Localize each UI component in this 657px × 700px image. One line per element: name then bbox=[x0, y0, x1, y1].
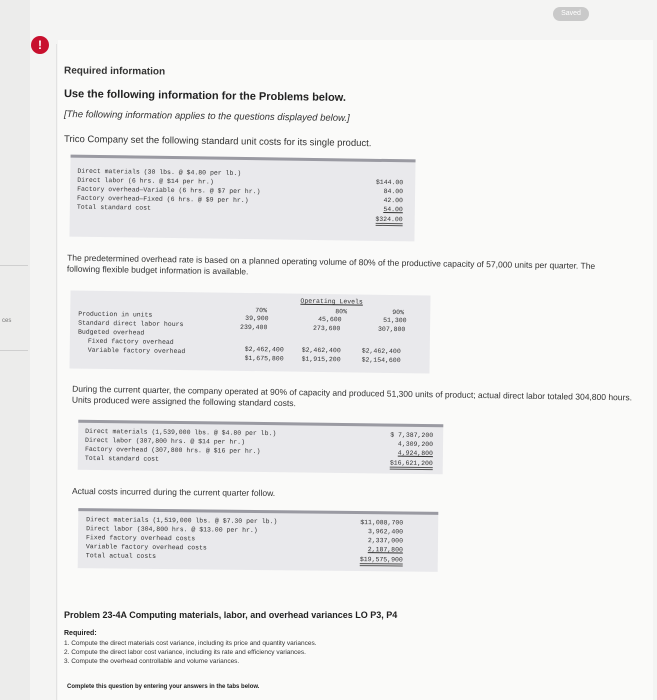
table-cell-value: 51,300 bbox=[383, 316, 407, 325]
table-cell-total: $324.00 bbox=[375, 216, 402, 226]
table-row-label: Variable factory overhead bbox=[87, 346, 186, 356]
table-cell-value: $144.00 bbox=[375, 178, 404, 187]
table-row-label: Factory overhead—Fixed (6 hrs. @ $9 per hr.) bbox=[76, 194, 249, 205]
table-cell-value: 273,600 bbox=[313, 324, 341, 333]
table-cell-value: 2,187,800 bbox=[367, 546, 403, 554]
sidebar-label: ces bbox=[2, 318, 12, 324]
table-row-label: Total actual costs bbox=[85, 552, 157, 560]
applies-note: [The following information applies to the questions displayed below.] bbox=[63, 109, 350, 124]
table-row-label: Factory overhead—Variable (6 hrs. @ $7 per hr.) bbox=[77, 185, 261, 196]
table-cell-value: $2,154,600 bbox=[361, 356, 401, 365]
requirement-item: 1. Compute the direct materials cost variance, including its price and quantity variances. bbox=[64, 640, 317, 647]
table-row-label: Direct materials (30 lbs. @ $4.80 per lb.) bbox=[77, 167, 242, 177]
problem-title: Problem 23-4A Computing materials, labor, and overhead variances LO P3, P4 bbox=[64, 610, 398, 620]
table-cell-value: 39,900 bbox=[245, 314, 269, 323]
assigned-costs-table bbox=[78, 420, 444, 474]
level-header: 70% bbox=[255, 307, 268, 315]
table-cell-value: $2,462,400 bbox=[361, 347, 401, 356]
table-cell-value: $11,088,700 bbox=[360, 519, 404, 527]
level-header: 80% bbox=[335, 308, 348, 316]
actual-costs-text: Actual costs incurred during the current quarter follow. bbox=[71, 485, 276, 499]
sidebar-divider bbox=[0, 350, 28, 351]
actual-costs-table bbox=[78, 508, 439, 572]
requirement-item: 3. Compute the overhead controllable and volume variances. bbox=[64, 658, 240, 665]
table-row-label: Total standard cost bbox=[84, 454, 160, 463]
intro-text: Trico Company set the following standard unit costs for its single product. bbox=[63, 133, 372, 150]
table-cell-value: 42.00 bbox=[383, 196, 404, 205]
table-row-label: Total standard cost bbox=[76, 203, 152, 212]
table-cell-value: $1,915,200 bbox=[301, 355, 341, 364]
table-cell-value: 45,600 bbox=[318, 315, 342, 324]
table-row-label: Standard direct labor hours bbox=[78, 319, 184, 329]
required-information-heading: Required information bbox=[63, 65, 166, 78]
table-row-label: Direct labor (307,800 hrs. @ $14 per hr.) bbox=[85, 436, 246, 446]
table-cell-value: 54.00 bbox=[383, 205, 403, 214]
required-label: Required: bbox=[64, 630, 97, 637]
table-cell-value: 4,309,200 bbox=[397, 440, 434, 449]
table-row-label: Direct labor (6 hrs. @ $14 per hr.) bbox=[77, 176, 214, 186]
table-cell-value: 4,924,800 bbox=[397, 449, 433, 458]
table-cell-value: 84.00 bbox=[383, 187, 404, 196]
table-row-label: Direct materials (1,539,000 lbs. @ $4.80 per lb.) bbox=[85, 427, 277, 438]
table-row-label: Budgeted overhead bbox=[77, 328, 145, 337]
table-cell-total: $16,621,200 bbox=[390, 460, 433, 471]
table-cell-value: 307,800 bbox=[378, 325, 406, 334]
table-cell-value: $ 7,387,200 bbox=[390, 431, 434, 440]
requirement-item: 2. Compute the direct labor cost variance, including its rate and efficiency variances. bbox=[64, 649, 306, 656]
alert-icon: ! bbox=[31, 36, 49, 54]
current-quarter-text: During the current quarter, the company operated at 90% of capacity and produced 51,300 units of product; actual direct labor totaled 304,800 hours. Units produced were assigned the following standard costs. bbox=[71, 383, 633, 409]
table-cell-value: 3,962,400 bbox=[367, 528, 404, 536]
saved-status-badge: Saved bbox=[553, 7, 589, 21]
table-row-label: Variable factory overhead costs bbox=[85, 543, 207, 552]
table-row-label: Fixed factory overhead costs bbox=[85, 534, 196, 543]
vertical-divider bbox=[56, 44, 57, 700]
table-cell-value: $1,675,800 bbox=[244, 354, 284, 363]
level-header: 90% bbox=[392, 308, 405, 317]
table-row-label: Production in units bbox=[78, 310, 153, 319]
sidebar-divider bbox=[0, 265, 28, 266]
table-cell-value: 2,337,000 bbox=[367, 537, 404, 545]
table-row-label: Direct materials (1,519,000 lbs. @ $7.30 per lb.) bbox=[86, 516, 278, 526]
flexible-budget-table bbox=[69, 290, 430, 373]
instructions-heading: Use the following information for the Problems below. bbox=[63, 88, 347, 104]
table-cell-value: $2,462,400 bbox=[301, 346, 341, 355]
table-cell-value: $2,462,400 bbox=[244, 345, 284, 354]
table-row-label: Factory overhead (307,800 hrs. @ $16 per hr.) bbox=[84, 445, 261, 455]
table-cell-value: 239,400 bbox=[240, 323, 268, 332]
standard-costs-table bbox=[69, 155, 415, 242]
table-row-label: Fixed factory overhead bbox=[87, 337, 174, 346]
complete-instructions: Complete this question by entering your answers in the tabs below. bbox=[67, 684, 260, 690]
table-cell-total: $19,575,900 bbox=[360, 556, 403, 566]
operating-levels-header: Operating Levels bbox=[300, 297, 363, 306]
table-row-label: Direct labor (304,800 hrs. @ $13.00 per hr.) bbox=[86, 525, 258, 534]
predetermined-rate-text: The predetermined overhead rate is based on a planned operating volume of 80% of the productive capacity of 57,000 units per quarter. The following flexible budget information is available. bbox=[66, 252, 596, 277]
